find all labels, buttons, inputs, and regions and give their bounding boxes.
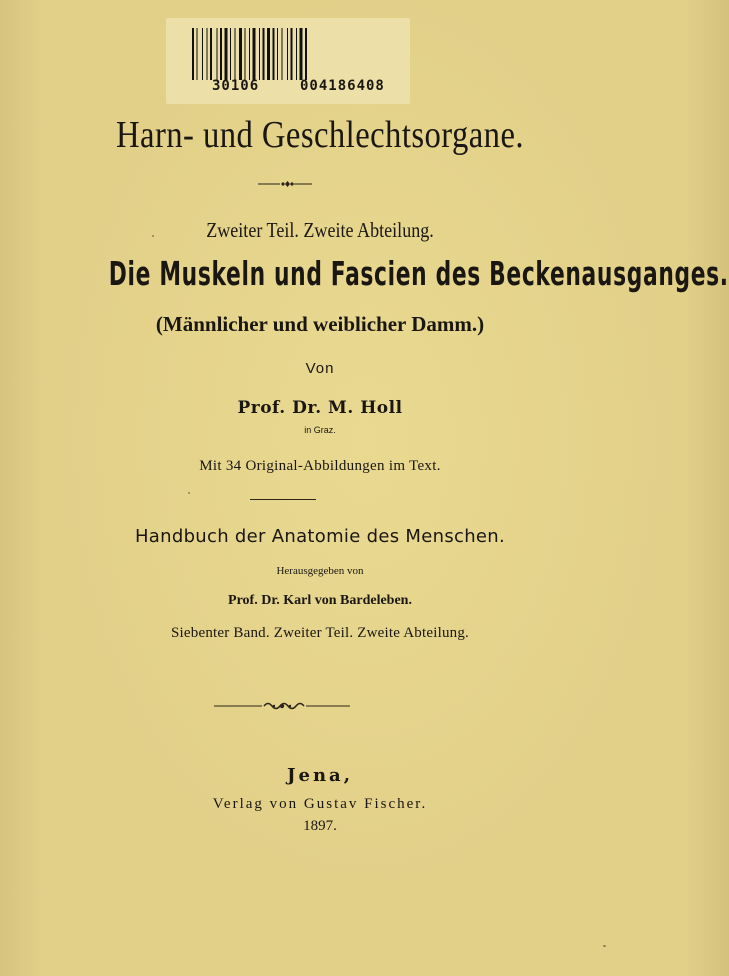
barcode-bar — [305, 28, 307, 80]
part-heading: Zweiter Teil. Zweite Abteilung. — [206, 218, 434, 242]
series-title: Harn- und Geschlechtsorgane. — [115, 114, 524, 156]
volume-info: Siebenter Band. Zweiter Teil. Zweite Abteilung. — [171, 625, 469, 641]
paper-speck — [152, 235, 154, 237]
barcode-bar — [230, 28, 231, 80]
divider — [250, 499, 316, 500]
barcode-bar — [249, 28, 250, 80]
subtitle: (Männlicher und weiblicher Damm.) — [155, 312, 485, 336]
barcode-bar — [282, 28, 283, 80]
library-barcode-label — [166, 18, 410, 104]
barcode-bar — [296, 28, 297, 80]
barcode-bar — [273, 28, 275, 80]
barcode-bar — [245, 28, 246, 80]
barcode-bar — [235, 28, 236, 80]
barcode-bar — [207, 28, 208, 80]
barcode-number — [166, 78, 410, 100]
barcode-icon — [190, 28, 400, 80]
barcode-bar — [210, 28, 212, 80]
illustrations-note: Mit 34 Original-Abbildungen im Text. — [199, 458, 441, 474]
barcode-number-left: 30106 — [212, 78, 260, 94]
barcode-number-right: 004186408 — [300, 78, 385, 94]
barcode-bar — [253, 28, 256, 80]
barcode-bar — [259, 28, 260, 80]
barcode-bar — [197, 28, 198, 80]
editor-name: Prof. Dr. Karl von Bardeleben. — [228, 593, 412, 608]
handbook-title: Handbuch der Anatomie des Menschen. — [134, 526, 506, 547]
small-ornament-icon — [258, 178, 312, 190]
barcode-bar — [225, 28, 228, 80]
paper-speck — [603, 945, 606, 947]
barcode-bar — [217, 28, 218, 80]
barcode-bar — [220, 28, 222, 80]
barcode-bar — [239, 28, 242, 80]
barcode-bar — [277, 28, 278, 80]
barcode-bar — [192, 28, 194, 80]
by-line: Von — [305, 360, 335, 377]
barcode-bar — [291, 28, 293, 80]
barcode-bar — [287, 28, 288, 80]
barcode-bar — [267, 28, 270, 80]
author-name: Prof. Dr. M. Holl — [237, 398, 403, 418]
publisher-name: Verlag von Gustav Fischer. — [212, 796, 428, 812]
publisher-city: Jena, — [287, 765, 353, 786]
paper-speck — [188, 492, 190, 494]
author-location: in Graz. — [304, 425, 336, 435]
editor-label: Herausgegeben von — [276, 565, 364, 577]
barcode-bar — [263, 28, 265, 80]
decorative-ornament-icon — [214, 699, 350, 713]
main-title: Die Muskeln und Fascien des Beckenausganges. — [108, 254, 729, 293]
publication-year: 1897. — [303, 818, 337, 834]
barcode-bar — [202, 28, 203, 80]
barcode-bar — [300, 28, 303, 80]
